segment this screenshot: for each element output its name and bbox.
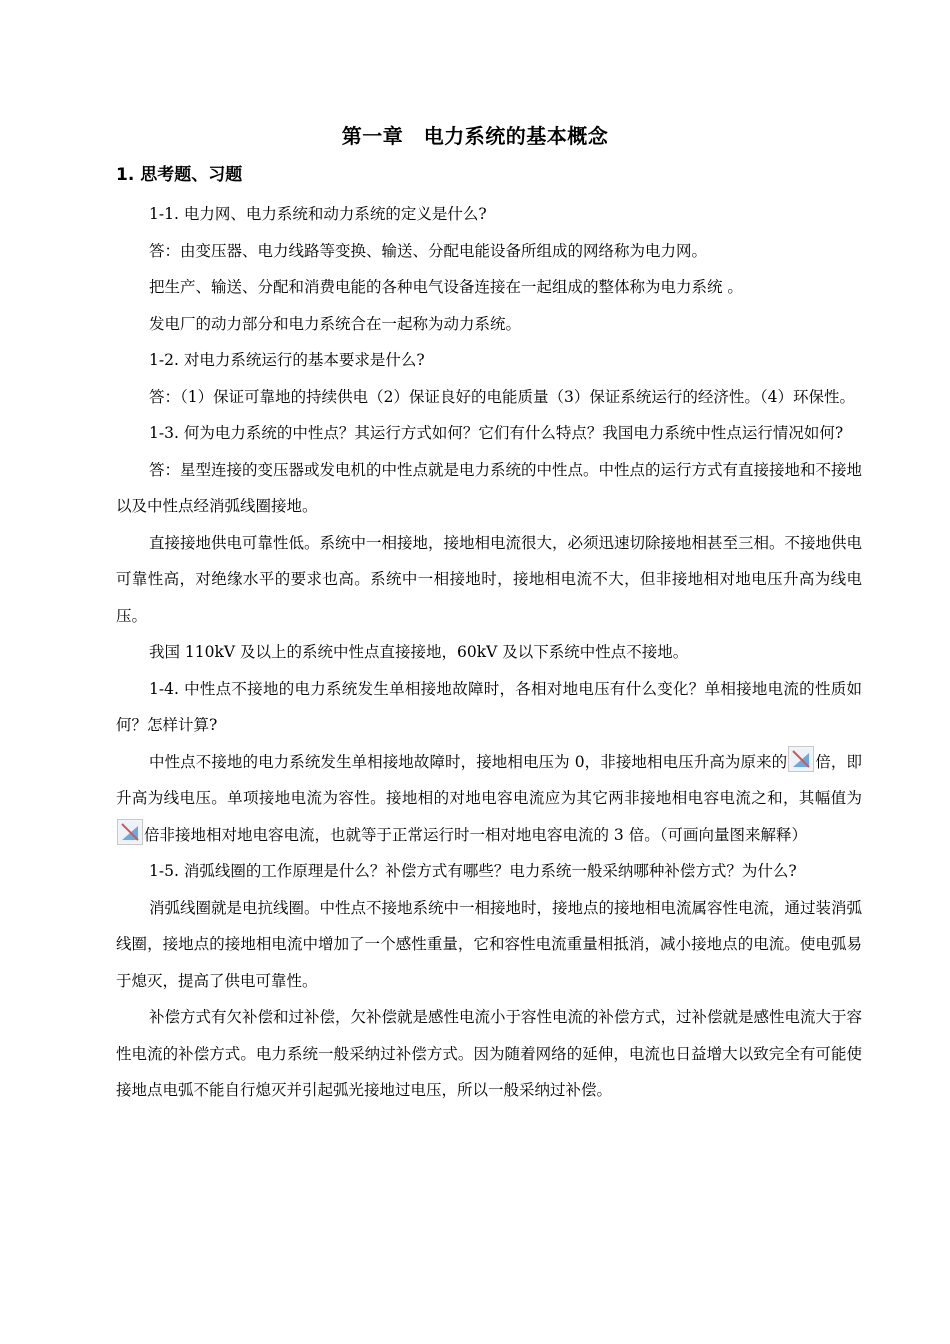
question-1-4: 1-4. 中性点不接地的电力系统发生单相接地故障时，各相对地电压有什么变化？单相接地电流的性质如何？怎样计算?: [116, 679, 862, 734]
answer-1-3-c: 我国 110kV 及以上的系统中性点直接接地，60kV 及以下系统中性点不接地。: [149, 643, 689, 661]
answer-1-3-b: 直接接地供电可靠性低。系统中一相接地，接地相电流很大，必须迅速切除接地相甚至三相。不接地供电可靠性高，对绝缘水平的要求也高。系统中一相接地时，接地相电流不大，但非接地相对地电压升高为线电压。: [116, 533, 863, 625]
sqrt3-formula-image-icon: [788, 746, 814, 772]
answer-1-3-a: 答：星型连接的变压器或发电机的中性点就是电力系统的中性点。中性点的运行方式有直接接地和不接地以及中性点经消弧线圈接地。: [116, 460, 863, 515]
question-1-1: 1-1. 电力网、电力系统和动力系统的定义是什么?: [149, 205, 487, 223]
answer-1-5-a: 消弧线圈就是电抗线圈。中性点不接地系统中一相接地时，接地点的接地相电流属容性电流，通过装消弧线圈，接地点的接地相电流中增加了一个感性重量，它和容性电流重量相抵消，减小接地点的电流。使电弧易于熄灭，提高了供电可靠性。: [116, 898, 863, 990]
document-body: [116, 196, 862, 1109]
sqrt3-formula-image-icon: [117, 819, 143, 845]
answer-1-4-part2: 倍，即升高为线电压。单项接地电流为容性。接地相的对地电容电流应为其它两非接地相电容电流之和，其幅值为: [116, 752, 862, 807]
chapter-title: 第一章 电力系统的基本概念: [341, 124, 609, 148]
answer-1-5-b: 补偿方式有欠补偿和过补偿，欠补偿就是感性电流小于容性电流的补偿方式，过补偿就是感性电流大于容性电流的补偿方式。电力系统一般采纳过补偿方式。因为随着网络的延伸，电流也日益增大以致完全有可能使接地点电弧不能自行熄灭并引起弧光接地过电压，所以一般采纳过补偿。: [116, 1008, 863, 1099]
answer-1-1-c: 发电厂的动力部分和电力系统合在一起称为动力系统。: [149, 314, 522, 333]
section-heading: 1. 思考题、习题: [116, 165, 243, 185]
answer-1-4-part3: 倍非接地相对地电容电流，也就等于正常运行时一相对地电容电流的 3 倍。（可画向量图来解释）: [144, 825, 807, 844]
question-1-3: 1-3. 何为电力系统的中性点？其运行方式如何？它们有什么特点？我国电力系统中性点运行情况如何?: [149, 424, 844, 442]
question-1-2: 1-2. 对电力系统运行的基本要求是什么?: [149, 351, 425, 369]
answer-1-4-part1: 中性点不接地的电力系统发生单相接地故障时，接地相电压为 0，非接地相电压升高为原来的: [149, 752, 788, 771]
answer-1-1-a: 答：由变压器、电力线路等变换、输送、分配电能设备所组成的网络称为电力网。: [149, 241, 708, 260]
answer-1-4: [116, 744, 862, 854]
answer-1-2: 答：（1）保证可靠地的持续供电（2）保证良好的电能质量（3）保证系统运行的经济性。（4）环保性。: [149, 387, 855, 406]
question-1-5: 1-5. 消弧线圈的工作原理是什么？补偿方式有哪些？电力系统一般采纳哪种补偿方式？为什么?: [149, 862, 797, 880]
answer-1-1-b: 把生产、输送、分配和消费电能的各种电气设备连接在一起组成的整体称为电力系统 。: [149, 278, 743, 296]
